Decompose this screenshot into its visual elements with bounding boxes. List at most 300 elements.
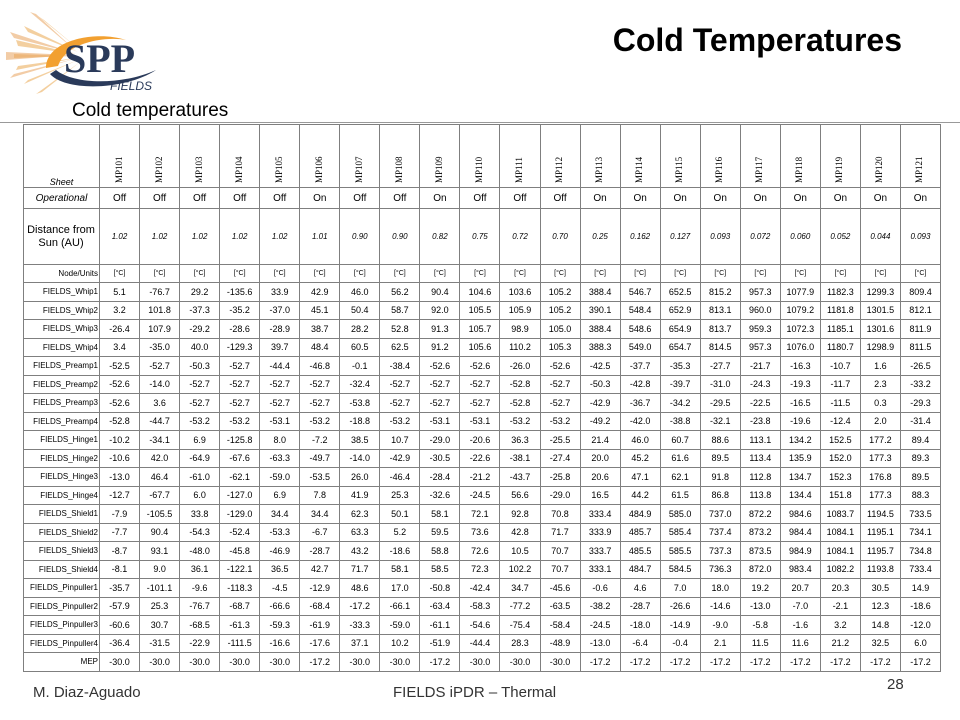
data-cell: -14.9 [660, 616, 700, 635]
data-cell: 134.4 [780, 486, 820, 505]
operational-cell: On [900, 188, 940, 209]
data-cell: -11.7 [820, 375, 860, 394]
header-divider [0, 122, 960, 123]
data-cell: -26.0 [500, 357, 540, 376]
data-cell: -12.7 [100, 486, 140, 505]
data-cell: 585.5 [660, 542, 700, 561]
data-cell: -28.7 [620, 597, 660, 616]
data-cell: 91.8 [700, 468, 740, 487]
data-cell: 152.0 [820, 449, 860, 468]
data-cell: 872.0 [740, 560, 780, 579]
data-cell: -63.3 [260, 449, 300, 468]
data-cell: 1180.7 [820, 338, 860, 357]
data-cell: -9.6 [180, 579, 220, 598]
data-cell: -22.9 [180, 634, 220, 653]
column-header-label: MP105 [273, 156, 284, 183]
column-header-label: MP112 [554, 156, 565, 183]
data-cell: -38.4 [380, 357, 420, 376]
unit-cell: [°C] [340, 265, 380, 283]
data-cell: 957.3 [740, 283, 780, 302]
operational-cell: Off [340, 188, 380, 209]
data-cell: 813.1 [700, 301, 740, 320]
data-cell: 1084.1 [820, 542, 860, 561]
distance-label: Distance from Sun (AU) [24, 209, 100, 265]
unit-cell: [°C] [300, 265, 340, 283]
data-cell: -34.1 [140, 431, 180, 450]
data-cell: 737.0 [700, 505, 740, 524]
data-cell: -31.0 [700, 375, 740, 394]
data-cell: -60.6 [100, 616, 140, 635]
data-cell: 984.4 [780, 523, 820, 542]
data-cell: 59.5 [420, 523, 460, 542]
unit-cell: [°C] [260, 265, 300, 283]
data-cell: 17.0 [380, 579, 420, 598]
data-cell: -46.9 [260, 542, 300, 561]
data-cell: 91.3 [420, 320, 460, 339]
data-cell: -44.7 [140, 412, 180, 431]
data-cell: 62.5 [380, 338, 420, 357]
data-cell: 70.7 [540, 542, 580, 561]
distance-cell: 0.093 [900, 209, 940, 265]
data-cell: -77.2 [500, 597, 540, 616]
data-cell: -52.7 [380, 375, 420, 394]
data-cell: -52.6 [100, 394, 140, 413]
row-label: FIELDS_Shield4 [24, 560, 100, 579]
data-cell: -68.5 [180, 616, 220, 635]
column-header-label: MP117 [754, 156, 765, 183]
data-cell: 113.1 [740, 431, 780, 450]
data-cell: 50.1 [380, 505, 420, 524]
row-label: FIELDS_Shield2 [24, 523, 100, 542]
data-cell: 2.3 [860, 375, 900, 394]
row-label: FIELDS_Whip3 [24, 320, 100, 339]
operational-cell: Off [460, 188, 500, 209]
data-cell: -51.9 [420, 634, 460, 653]
unit-cell: [°C] [780, 265, 820, 283]
column-header-label: MP103 [193, 156, 204, 183]
column-header-label: MP115 [674, 156, 685, 183]
table-row [24, 338, 941, 357]
column-header [420, 125, 460, 188]
operational-cell: Off [540, 188, 580, 209]
table-row [24, 301, 941, 320]
page-number: 28 [887, 676, 904, 693]
data-cell: 1072.3 [780, 320, 820, 339]
data-cell: -2.1 [820, 597, 860, 616]
data-cell: 809.4 [900, 283, 940, 302]
data-cell: -52.7 [420, 375, 460, 394]
data-cell: 333.7 [580, 542, 620, 561]
column-header [220, 125, 260, 188]
data-cell: 873.2 [740, 523, 780, 542]
unit-cell: [°C] [620, 265, 660, 283]
unit-cell: [°C] [660, 265, 700, 283]
data-cell: 814.5 [700, 338, 740, 357]
data-cell: -49.2 [580, 412, 620, 431]
units-row [24, 265, 941, 283]
data-cell: 1298.9 [860, 338, 900, 357]
data-cell: 549.0 [620, 338, 660, 357]
data-cell: -7.7 [100, 523, 140, 542]
data-cell: 90.4 [140, 523, 180, 542]
data-cell: -30.0 [220, 653, 260, 672]
data-cell: -63.4 [420, 597, 460, 616]
data-cell: 56.6 [500, 486, 540, 505]
row-label: FIELDS_Hinge2 [24, 449, 100, 468]
data-cell: 7.8 [300, 486, 340, 505]
column-header [660, 125, 700, 188]
unit-cell: [°C] [580, 265, 620, 283]
distance-cell: 0.093 [700, 209, 740, 265]
data-cell: 89.5 [700, 449, 740, 468]
data-cell: -8.1 [100, 560, 140, 579]
column-header [860, 125, 900, 188]
data-cell: -0.6 [580, 579, 620, 598]
data-cell: -16.3 [780, 357, 820, 376]
data-cell: 48.4 [300, 338, 340, 357]
column-header-label: MP102 [153, 156, 164, 183]
data-cell: -45.8 [220, 542, 260, 561]
data-cell: -37.7 [620, 357, 660, 376]
data-cell: -30.0 [500, 653, 540, 672]
unit-cell: [°C] [180, 265, 220, 283]
operational-cell: Off [220, 188, 260, 209]
data-cell: 38.7 [300, 320, 340, 339]
data-cell: 815.2 [700, 283, 740, 302]
column-header [740, 125, 780, 188]
data-cell: 110.2 [500, 338, 540, 357]
data-cell: 72.3 [460, 560, 500, 579]
data-cell: -10.7 [820, 357, 860, 376]
table-row [24, 597, 941, 616]
table-row [24, 394, 941, 413]
data-cell: -52.7 [220, 394, 260, 413]
data-cell: -43.7 [500, 468, 540, 487]
data-cell: 33.9 [260, 283, 300, 302]
data-cell: 388.3 [580, 338, 620, 357]
data-cell: -14.0 [340, 449, 380, 468]
table-row [24, 320, 941, 339]
column-header [380, 125, 420, 188]
data-cell: -16.5 [780, 394, 820, 413]
data-cell: 6.0 [180, 486, 220, 505]
data-cell: 45.2 [620, 449, 660, 468]
column-header [780, 125, 820, 188]
data-cell: 737.3 [700, 542, 740, 561]
data-cell: 734.1 [900, 523, 940, 542]
row-label: FIELDS_Whip2 [24, 301, 100, 320]
operational-cell: Off [180, 188, 220, 209]
data-cell: -52.7 [460, 394, 500, 413]
data-cell: 113.4 [740, 449, 780, 468]
data-cell: -32.6 [420, 486, 460, 505]
data-cell: -26.4 [100, 320, 140, 339]
distance-cell: 1.01 [300, 209, 340, 265]
operational-cell: On [300, 188, 340, 209]
operational-cell: On [820, 188, 860, 209]
data-cell: -17.2 [300, 653, 340, 672]
data-cell: 1194.5 [860, 505, 900, 524]
data-cell: 20.6 [580, 468, 620, 487]
data-cell: 34.4 [260, 505, 300, 524]
logo-subtext: FIELDS [110, 79, 153, 93]
data-cell: -42.9 [380, 449, 420, 468]
data-cell: -12.0 [900, 616, 940, 635]
data-cell: 19.2 [740, 579, 780, 598]
row-label: FIELDS_Whip4 [24, 338, 100, 357]
data-cell: -118.3 [220, 579, 260, 598]
data-cell: -34.2 [660, 394, 700, 413]
data-cell: 86.8 [700, 486, 740, 505]
data-cell: -8.7 [100, 542, 140, 561]
data-cell: -0.4 [660, 634, 700, 653]
data-cell: -42.5 [580, 357, 620, 376]
data-cell: 984.6 [780, 505, 820, 524]
column-header [540, 125, 580, 188]
data-cell: 1185.1 [820, 320, 860, 339]
data-cell: 654.7 [660, 338, 700, 357]
data-cell: 177.3 [860, 449, 900, 468]
data-cell: 6.9 [180, 431, 220, 450]
data-cell: -37.0 [260, 301, 300, 320]
data-cell: -42.4 [460, 579, 500, 598]
data-cell: -44.4 [260, 357, 300, 376]
unit-cell: [°C] [100, 265, 140, 283]
data-cell: -31.5 [140, 634, 180, 653]
distance-cell: 0.162 [620, 209, 660, 265]
data-cell: 0.3 [860, 394, 900, 413]
operational-row [24, 188, 941, 209]
data-cell: -46.4 [380, 468, 420, 487]
column-header-label: MP111 [513, 157, 524, 183]
data-cell: 34.7 [500, 579, 540, 598]
data-cell: 652.9 [660, 301, 700, 320]
sheet-label: Sheet [24, 125, 100, 188]
distance-cell: 0.90 [340, 209, 380, 265]
row-label: FIELDS_Pinpuller1 [24, 579, 100, 598]
unit-cell: [°C] [220, 265, 260, 283]
table-row [24, 653, 941, 672]
data-cell: -10.2 [100, 431, 140, 450]
data-cell: -13.0 [580, 634, 620, 653]
distance-cell: 0.90 [380, 209, 420, 265]
data-cell: 5.1 [100, 283, 140, 302]
data-cell: 105.6 [460, 338, 500, 357]
data-cell: -17.6 [300, 634, 340, 653]
data-cell: -17.2 [340, 597, 380, 616]
data-cell: 984.9 [780, 542, 820, 561]
column-header [460, 125, 500, 188]
column-header-label: MP101 [113, 156, 124, 183]
data-cell: -58.4 [540, 616, 580, 635]
data-cell: -39.7 [660, 375, 700, 394]
data-cell: 2.1 [700, 634, 740, 653]
unit-cell: [°C] [140, 265, 180, 283]
data-cell: -24.3 [740, 375, 780, 394]
distance-cell: 1.02 [180, 209, 220, 265]
data-cell: -129.3 [220, 338, 260, 357]
data-cell: 105.0 [540, 320, 580, 339]
data-cell: 20.7 [780, 579, 820, 598]
data-cell: -50.3 [180, 357, 220, 376]
units-label: Node/Units [24, 265, 100, 283]
data-cell: 30.5 [860, 579, 900, 598]
column-header [260, 125, 300, 188]
data-cell: -25.8 [540, 468, 580, 487]
data-cell: -50.3 [580, 375, 620, 394]
data-cell: -53.2 [180, 412, 220, 431]
data-cell: 4.6 [620, 579, 660, 598]
data-cell: -52.7 [180, 394, 220, 413]
data-cell: -52.7 [420, 394, 460, 413]
row-label: FIELDS_Pinpuller2 [24, 597, 100, 616]
data-cell: 42.8 [500, 523, 540, 542]
data-cell: 88.6 [700, 431, 740, 450]
data-cell: -53.1 [420, 412, 460, 431]
data-cell: 1082.2 [820, 560, 860, 579]
data-cell: -52.7 [180, 375, 220, 394]
footer-author: M. Diaz-Aguado [33, 684, 141, 701]
data-cell: -129.0 [220, 505, 260, 524]
data-cell: 736.3 [700, 560, 740, 579]
data-cell: -52.7 [220, 357, 260, 376]
data-cell: 20.3 [820, 579, 860, 598]
data-cell: -52.7 [300, 394, 340, 413]
data-cell: 390.1 [580, 301, 620, 320]
data-cell: 1301.6 [860, 320, 900, 339]
data-cell: 44.2 [620, 486, 660, 505]
data-cell: 42.0 [140, 449, 180, 468]
data-cell: 485.7 [620, 523, 660, 542]
row-label: FIELDS_Pinpuller4 [24, 634, 100, 653]
data-cell: 485.5 [620, 542, 660, 561]
data-cell: -58.3 [460, 597, 500, 616]
data-cell: -53.2 [380, 412, 420, 431]
data-cell: 1193.8 [860, 560, 900, 579]
data-cell: 1083.7 [820, 505, 860, 524]
data-cell: 177.2 [860, 431, 900, 450]
data-cell: -28.7 [300, 542, 340, 561]
data-cell: 957.3 [740, 338, 780, 357]
distance-row [24, 209, 941, 265]
data-cell: -59.3 [260, 616, 300, 635]
table-row [24, 449, 941, 468]
footer-title: FIELDS iPDR – Thermal [393, 684, 557, 701]
data-cell: -53.5 [300, 468, 340, 487]
column-header [180, 125, 220, 188]
table-row [24, 579, 941, 598]
row-label: MEP [24, 653, 100, 672]
data-cell: 1181.8 [820, 301, 860, 320]
data-cell: 1195.1 [860, 523, 900, 542]
column-header-label: MP104 [233, 156, 244, 183]
operational-label: Operational [24, 188, 100, 209]
data-cell: 62.3 [340, 505, 380, 524]
data-cell: 11.6 [780, 634, 820, 653]
distance-cell: 0.052 [820, 209, 860, 265]
data-cell: -28.9 [260, 320, 300, 339]
unit-cell: [°C] [860, 265, 900, 283]
data-cell: -7.9 [100, 505, 140, 524]
data-cell: -37.3 [180, 301, 220, 320]
table-row [24, 505, 941, 524]
column-header [580, 125, 620, 188]
data-cell: -14.6 [700, 597, 740, 616]
data-cell: -52.7 [380, 394, 420, 413]
data-cell: 1076.0 [780, 338, 820, 357]
data-cell: -30.0 [140, 653, 180, 672]
distance-cell: 1.02 [140, 209, 180, 265]
operational-cell: On [700, 188, 740, 209]
data-cell: -35.0 [140, 338, 180, 357]
data-cell: 39.7 [260, 338, 300, 357]
distance-cell: 0.044 [860, 209, 900, 265]
data-cell: 52.8 [380, 320, 420, 339]
data-cell: 26.0 [340, 468, 380, 487]
data-cell: 105.7 [460, 320, 500, 339]
data-cell: -53.1 [260, 412, 300, 431]
data-cell: 548.4 [620, 301, 660, 320]
data-cell: -30.0 [100, 653, 140, 672]
data-cell: 1195.7 [860, 542, 900, 561]
data-cell: -20.6 [460, 431, 500, 450]
unit-cell: [°C] [420, 265, 460, 283]
data-cell: 36.1 [180, 560, 220, 579]
data-cell: -30.0 [540, 653, 580, 672]
data-cell: -52.8 [500, 394, 540, 413]
data-cell: 14.8 [860, 616, 900, 635]
data-cell: 14.9 [900, 579, 940, 598]
data-cell: -57.9 [100, 597, 140, 616]
operational-cell: Off [140, 188, 180, 209]
data-cell: 37.1 [340, 634, 380, 653]
data-cell: 48.6 [340, 579, 380, 598]
column-header-label: MP113 [594, 156, 605, 183]
data-cell: 30.7 [140, 616, 180, 635]
data-cell: -36.7 [620, 394, 660, 413]
row-label: FIELDS_Preamp4 [24, 412, 100, 431]
data-cell: 43.2 [340, 542, 380, 561]
data-cell: -48.0 [180, 542, 220, 561]
data-cell: 152.3 [820, 468, 860, 487]
data-cell: 11.5 [740, 634, 780, 653]
data-cell: 92.8 [500, 505, 540, 524]
data-cell: 62.1 [660, 468, 700, 487]
data-cell: 388.4 [580, 320, 620, 339]
data-cell: 3.2 [100, 301, 140, 320]
table-row [24, 431, 941, 450]
data-cell: 56.2 [380, 283, 420, 302]
data-cell: 41.9 [340, 486, 380, 505]
data-cell: 113.8 [740, 486, 780, 505]
distance-cell: 0.25 [580, 209, 620, 265]
data-cell: -59.0 [260, 468, 300, 487]
operational-cell: Off [380, 188, 420, 209]
data-cell: -33.2 [900, 375, 940, 394]
column-header-label: MP109 [433, 156, 444, 183]
data-cell: -64.9 [180, 449, 220, 468]
data-cell: 71.7 [540, 523, 580, 542]
data-cell: 548.6 [620, 320, 660, 339]
data-cell: 7.0 [660, 579, 700, 598]
data-cell: 34.4 [300, 505, 340, 524]
data-cell: -30.0 [380, 653, 420, 672]
data-cell: 20.0 [580, 449, 620, 468]
data-cell: -52.8 [500, 375, 540, 394]
row-label: FIELDS_Preamp1 [24, 357, 100, 376]
data-cell: 61.5 [660, 486, 700, 505]
data-cell: -52.7 [260, 375, 300, 394]
